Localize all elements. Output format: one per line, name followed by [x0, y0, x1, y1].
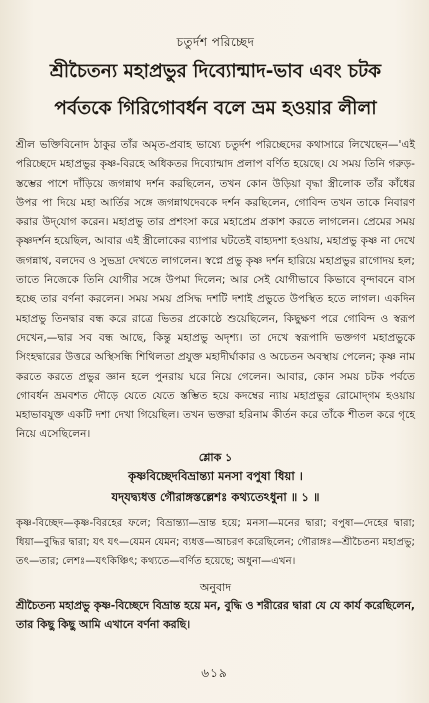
- chapter-title-line-1: শ্রীচৈতন্য মহাপ্রভুর দিব্যোন্মাদ-ভাব এবং চটক: [49, 61, 382, 82]
- verse-block: [16, 449, 415, 508]
- chapter-title: [16, 56, 415, 124]
- chapter-body: [16, 136, 415, 634]
- translation-text: শ্রীচৈতন্য মহাপ্রভু কৃষ্ণ-বিচ্ছেদে বিভ্রান্ত হয়ে মন, বুদ্ধি ও শরীরের দ্বারা যে যে কার্য করেছিলেন, তার কিছু কিছু আমি এখানে বর্ণনা করছি।: [16, 598, 415, 631]
- verse-line-1: কৃষ্ণবিচ্ছেদবিভ্রান্ত্যা মনসা বপুষা ধিয়া ।: [128, 468, 303, 483]
- page-number: ৬১৯: [201, 666, 228, 680]
- chapter-title-line-2: পর্বতকে গিরিগোবর্ধন বলে ভ্রম হওয়ার লীলা: [54, 98, 377, 119]
- intro-paragraph: শ্রীল ভক্তিবিনোদ ঠাকুর তাঁর অমৃত-প্রবাহ ভাষ্যে চতুর্দশ পরিচ্ছেদের কথাসারে লিখেছেন—'এই পরিচ্ছেদে মহাপ্রভুর কৃষ্ণ-বিরহে অধিকতর দিব্যোন্মাদ প্রলাপ বর্ণিত হয়েছে। যে সময় তিনি গরুড়-স্তম্ভের পাশে দাঁড়িয়ে জগন্নাথ দর্শন করছিলেন, তখন কোন উড়িয়া বৃদ্ধা স্ত্রীলোক তাঁর কাঁধের উপর পা দিয়ে মহা আর্তির সঙ্গে জগন্নাথদেবকে দর্শন করছিলেন, গোবিন্দ তখন তাকে নিবারণ করার উদ্‌যোগ করেন। মহাপ্রভু তার প্রশংসা করে মহাপ্রেম প্রকাশ করতে লাগলেন। প্রেমের সময় কৃষ্ণদর্শন হয়েছিল, আবার এই স্ত্রীলোকের ব্যাপার ঘটতেই বাহ্যদশা হওয়ায়, মহাপ্রভু কৃষ্ণ না দেখে জগন্নাথ, বলদেব ও সুভদ্রা দেখতে লাগলেন। স্বপ্নে প্রভু কৃষ্ণ দর্শন হারিয়ে মহাপ্রভুর রাগোদয় হল; তাতে নিজেকে তিনি যোগীর সঙ্গে উপমা দিলেন; আর সেই যোগীভাবে কিভাবে বৃন্দাবনে বাস হচ্ছে তার বর্ণনা করলেন। সময় সময় প্রসিদ্ধ দশটি দশাই প্রভুতে উপস্থিত হতে লাগল। একদিন মহাপ্রভু তিনদ্বার বন্ধ করে রাত্রে ভিতর প্রকোষ্ঠে শুয়েছিলেন, কিছুক্ষণ পরে গোবিন্দ ও স্বরূপ দেখেন,—দ্বার সব বন্ধ আছে, কিন্তু মহাপ্রভু অদৃশ্য। তা দেখে স্বরূপাদি ভক্তগণ মহাপ্রভুকে সিংহদ্বারের উত্তরে অস্থিসন্ধি শিথিলতা প্রযুক্ত মহাদীর্ঘাকার ও অচেতন অবস্থায় পেলেন; কৃষ্ণ নাম করতে করতে প্রভুর জ্ঞান হলে পুনরায় ঘরে নিয়ে গেলেন। আবার, কোন সময় চটক পর্বতে গোবর্ধন ভ্রমবশত দৌড়ে যেতে যেতে স্তম্ভিত হয়ে কদম্বের ন্যায় মহাপ্রভুর রোমোদ্‌গম হওয়ায় মহাভাবযুক্ত একটি দশা দেখা গিয়েছিল। তখন ভক্তরা হরিনাম কীর্তন করে তাঁকে শীতল করে গৃহে নিয়ে এসেছিলেন।: [16, 139, 415, 441]
- word-meanings: কৃষ্ণ-বিচ্ছেদ—কৃষ্ণ-বিরহের ফলে; বিভ্রান্ত্যা—ভ্রান্ত হয়ে; মনসা—মনের দ্বারা; বপুষা—দেহের দ্বারা; ধিয়া—বুদ্ধির দ্বারা; যৎ যৎ—যেমন যেমন; ব্যধত্ত—আচরণ করেছিলেন; গৌরাঙ্গঃ—শ্রীচৈতন্য মহাপ্রভু; তৎ—তার; লেশঃ—যৎকিঞ্চিৎ; কথ্যতে—বর্ণিত হয়েছে; অধুনা—এখন।: [16, 517, 415, 568]
- verse-heading: শ্লোক ১: [198, 450, 233, 464]
- verse-line-2: যদ্‌যদ্ব্যধত্ত গৌরাঙ্গস্তল্লেশঃ কথ্যতেঽধুনা ॥ ১ ॥: [111, 489, 320, 504]
- translation-heading: অনুবাদ: [199, 580, 232, 594]
- chapter-header: চতুর্দশ পরিচ্ছেদ: [176, 35, 255, 49]
